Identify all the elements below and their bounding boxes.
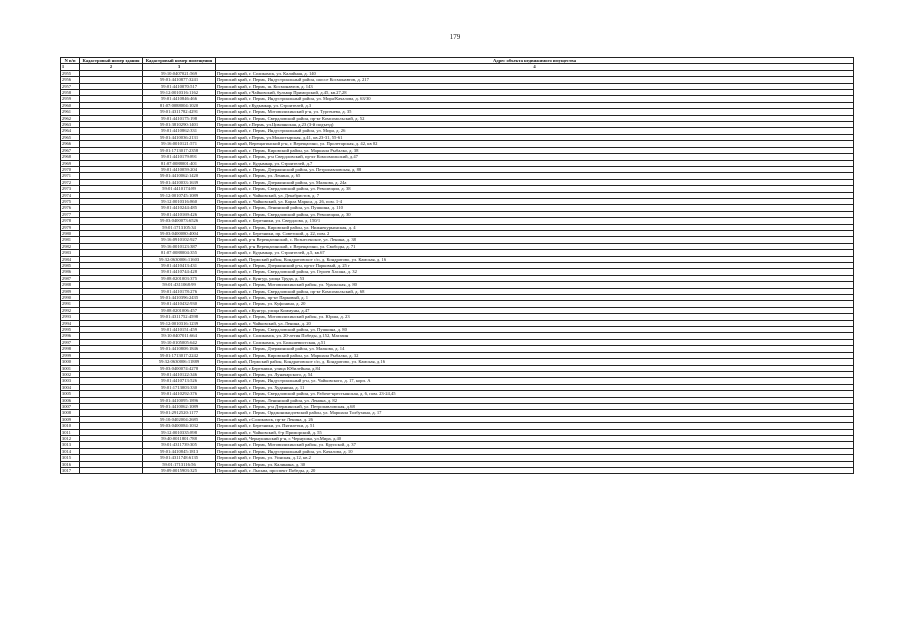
row-number-cell: 3009 — [61, 416, 80, 422]
premises-cadastral-cell: 59:12:0010335:898 — [143, 429, 216, 435]
premises-cadastral-cell: 59:01:1713003:330 — [143, 384, 216, 390]
row-number-cell: 3017 — [61, 468, 80, 474]
address-cell: Пермский край, г. Пермь, Свердловский район, ул. Революции, д. 30 — [216, 211, 854, 217]
premises-cadastral-cell: 59:01:2912520:1177 — [143, 410, 216, 416]
row-number-cell: 2955 — [61, 70, 80, 76]
header-col-number: 4 — [216, 64, 854, 70]
premises-cadastral-cell: 59:01:3810290:1401 — [143, 122, 216, 128]
premises-cadastral-cell: 59:12:0010316:1239 — [143, 320, 216, 326]
page-number: 179 — [449, 33, 461, 41]
row-number-cell: 2957 — [61, 83, 80, 89]
address-cell: Пермский край, г. Пермь, ш. Космонавтов, д. 143 — [216, 83, 854, 89]
header-address: Адрес объекта недвижимого имущества — [216, 58, 854, 64]
premises-cadastral-cell: 59:01:4410151:459 — [143, 327, 216, 333]
address-cell: Пермский край, г. Кудымкар, ул. Строителей, д.5, кв.67 — [216, 250, 854, 256]
row-number-cell: 2960 — [61, 102, 80, 108]
property-registry-table — [60, 57, 854, 474]
address-cell: Пермский край, г. Пермь, Свердловский район, ул. Героев Хасана, д. 32 — [216, 269, 854, 275]
address-cell: Пермский край, г. Пермь, Кировский район, ул. Маршала Рыбалко, д. 38 — [216, 147, 854, 153]
address-cell: Пермский край, г. Березники, ул. Пятилетки, д. 51 — [216, 423, 854, 429]
row-number-cell: 2974 — [61, 192, 80, 198]
premises-cadastral-cell: 59:01:1713105:34 — [143, 224, 216, 230]
row-number-cell: 2969 — [61, 160, 80, 166]
address-cell: Пермский край, г. Пермь, Свердловский район, пр-кт Комсомольский, д. 52 — [216, 115, 854, 121]
row-number-cell: 3010 — [61, 423, 80, 429]
row-number-cell: 2976 — [61, 205, 80, 211]
address-cell: Пермский край, г. Пермь, ул. Куфонина, д. 20 — [216, 301, 854, 307]
row-number-cell: 2983 — [61, 250, 80, 256]
premises-cadastral-cell: 59:01:4410292:376 — [143, 391, 216, 397]
premises-cadastral-cell: 59:01:4410062:1420 — [143, 173, 216, 179]
row-number-cell: 3005 — [61, 391, 80, 397]
row-number-cell: 2989 — [61, 288, 80, 294]
premises-cadastral-cell: 59:01:4410413:431 — [143, 263, 216, 269]
row-number-cell: 2972 — [61, 179, 80, 185]
address-cell: Пермский край, г. Пермь, Орджоникидзевский район, ул. Маршала Толбухина, д. 17 — [216, 410, 854, 416]
address-cell: Пермский край, Верещагинский р-н, г. Верещагино, ул. Пролетарская, д. 42, кв 02 — [216, 141, 854, 147]
address-cell: Пермский край, г. Пермь, Кировский район, ул. Нижнекурьинская, д. 4 — [216, 224, 854, 230]
address-cell: Пермский край, г.Кунгур, улица Коммуны, д.47 — [216, 307, 854, 313]
row-number-cell: 3016 — [61, 461, 80, 467]
address-cell: Пермский край, г.Пермь, ул.Монастырская, д.41, кв.23-31, 55-61 — [216, 134, 854, 140]
address-cell: Пермский край, г. Пермь, ул. Калинина, д. 30 — [216, 461, 854, 467]
address-cell: Пермский край, г.Кудымкар, ул. Строителей, д.3 — [216, 102, 854, 108]
row-number-cell: 2998 — [61, 346, 80, 352]
address-cell: Пермский край, г.Чайковский, бульвар Приморский, д.45, кв.27,28 — [216, 90, 854, 96]
row-number-cell: 3014 — [61, 448, 80, 454]
premises-cadastral-cell: 59:12:0010316:860 — [143, 198, 216, 204]
premises-cadastral-cell: 59:10:0105005:642 — [143, 339, 216, 345]
row-number-cell: 2997 — [61, 339, 80, 345]
row-number-cell: 3008 — [61, 410, 80, 416]
address-cell: Пермский край, г. Пермь, Индустриальный район, ул. Мира, д. 26 — [216, 128, 854, 134]
row-number-cell: 3006 — [61, 397, 80, 403]
premises-cadastral-cell: 59:01:4410396:2435 — [143, 295, 216, 301]
address-cell: Пермский край, г. Кудымкар, ул. Строителей, д.7 — [216, 160, 854, 166]
address-cell: Пермский край, г.Пермь, ул.Цимлянская, д.23 (3-й подъезд) — [216, 122, 854, 128]
table-body — [61, 70, 854, 474]
premises-cadastral-cell: 59:40:0011801:788 — [143, 435, 216, 441]
row-number-cell: 2965 — [61, 134, 80, 140]
address-cell: Пермский край, г. Чайковский, б-р Приморский, д. 55 — [216, 429, 854, 435]
row-number-cell: 2958 — [61, 90, 80, 96]
premises-cadastral-cell: 59:16:0010121:571 — [143, 141, 216, 147]
row-number-cell: 2967 — [61, 147, 80, 153]
address-cell: Пермский край, г. Пермь, Мотовилихинский р-н, ул. Тургенева, д. 35 — [216, 109, 854, 115]
row-number-cell: 3004 — [61, 384, 80, 390]
premises-cadastral-cell: 59:10:0407021:569 — [143, 70, 216, 76]
premises-cadastral-cell: 59:12:0010745:1089 — [143, 192, 216, 198]
address-cell: Пермский край, г. Чайковский, ул. Ленина, д. 20 — [216, 320, 854, 326]
row-number-cell: 2999 — [61, 352, 80, 358]
premises-cadastral-cell: 59:01:4410713:526 — [143, 378, 216, 384]
address-cell: Пермский край, г. Пермь, Свердловский район, ул. Революции, д. 38 — [216, 186, 854, 192]
row-number-cell: 2971 — [61, 173, 80, 179]
premises-cadastral-cell: 59:03:0400080:4004 — [143, 230, 216, 236]
premises-cadastral-cell: 59:10:0402004:2685 — [143, 416, 216, 422]
premises-cadastral-cell: 59:01:4410062:1089 — [143, 403, 216, 409]
premises-cadastral-cell: 59:32:0630006:11889 — [143, 359, 216, 365]
row-number-cell: 2964 — [61, 128, 80, 134]
premises-cadastral-cell: 59:01:4410175:198 — [143, 115, 216, 121]
premises-cadastral-cell: 59:01:4410877:3241 — [143, 77, 216, 83]
premises-cadastral-cell: 59:09:0015903:325 — [143, 468, 216, 474]
row-number-cell: 2959 — [61, 96, 80, 102]
premises-cadastral-cell: 59:01:4410169:426 — [143, 211, 216, 217]
address-cell: Пермский край, г. Лысьва, проспект Победы, д. 20 — [216, 468, 854, 474]
premises-cadastral-cell: 59:01:4311739:305 — [143, 442, 216, 448]
premises-cadastral-cell: 59:01:4311752:4598 — [143, 314, 216, 320]
premises-cadastral-cell: 59:01:4410179:891 — [143, 154, 216, 160]
row-number-cell: 2993 — [61, 314, 80, 320]
address-cell: Пермский край, г. Пермь, пр-кт Парковый, д. 1 — [216, 295, 854, 301]
address-cell: Пермский край, г. Пермь, Ленинский район, ул. Пушкина, д. 110 — [216, 205, 854, 211]
address-cell: Пермский край, г. Пермь, Мотовилихинский район, ул. Уральская, д. 80 — [216, 282, 854, 288]
row-number-cell: 2991 — [61, 301, 80, 307]
row-number-cell: 2982 — [61, 243, 80, 249]
row-number-cell: 3013 — [61, 442, 80, 448]
row-number-cell: 2961 — [61, 109, 80, 115]
row-number-cell: 2990 — [61, 295, 80, 301]
address-cell: Пермский край, г. Пермь, р-н Дзержинский, ул. Петропавловская, д.68 — [216, 403, 854, 409]
premises-cadastral-cell: 59:01:1713017:2242 — [143, 352, 216, 358]
row-number-cell: 3015 — [61, 455, 80, 461]
row-number-cell: 2987 — [61, 275, 80, 281]
address-cell: Пермский край, г. Пермь, Мотовилихинский район, ул. Юрша, д. 23 — [216, 314, 854, 320]
row-number-cell: 2968 — [61, 154, 80, 160]
address-cell: Пермский край, г. Пермь, Индустриальный район, ул. Качалова, д. 10 — [216, 448, 854, 454]
row-number-cell: 2985 — [61, 263, 80, 269]
premises-cadastral-cell: 59:08:0201003:375 — [143, 275, 216, 281]
address-cell: Пермский край, г. Пермь, ул. Ленина, д. 65 — [216, 173, 854, 179]
premises-cadastral-cell: 59:01:4410432:930 — [143, 301, 216, 307]
row-number-cell: 2979 — [61, 224, 80, 230]
header-premises-cadastral: Кадастровый номер помещения — [143, 58, 216, 64]
address-cell: Пермский край, г. Пермь, ул. Худанина, д. 11 — [216, 384, 854, 390]
premises-cadastral-cell: 59:32:0630006:11603 — [143, 256, 216, 262]
row-number-cell: 2966 — [61, 141, 80, 147]
premises-cadastral-cell: 59:01:4410244:485 — [143, 205, 216, 211]
premises-cadastral-cell: 59:01:4410846:466 — [143, 96, 216, 102]
address-cell: Пермский край, Пермский район, Кондратовское с/п, д. Кондратово, ул. Камская, д. 16 — [216, 256, 854, 262]
row-number-cell: 2994 — [61, 320, 80, 326]
address-cell: Пермский край, г. Кунгур, улица Труда, д. 53 — [216, 275, 854, 281]
premises-cadastral-cell: 59:08:0201006:457 — [143, 307, 216, 313]
premises-cadastral-cell: 59:03:0400084:1032 — [143, 423, 216, 429]
premises-cadastral-cell: 59:01:4410122:346 — [143, 371, 216, 377]
address-cell: Пермский край, г.Соликамск, пр-кт Ленина, д. 26 — [216, 416, 854, 422]
address-cell: Пермский край, г. Пермь, Индустриальный р-н, ул. Чайковского, д. 17, корп. А — [216, 378, 854, 384]
premises-cadastral-cell: 59:01:4410862:331 — [143, 128, 216, 134]
address-cell: Пермский край, г. Пермь, Дзержинский район, ул. Малкова, д. 14 — [216, 346, 854, 352]
premises-cadastral-cell: 59:03:0400073:6526 — [143, 218, 216, 224]
row-number-cell: 2995 — [61, 327, 80, 333]
address-cell: Пермский край, г. Пермь, Дзержинский район, ул. Малкова, д. 24а — [216, 179, 854, 185]
address-cell: Пермский край, г. Пермь, Дзержинский район, ул. Петропавловская, д. 88 — [216, 166, 854, 172]
premises-cadastral-cell: 59:10:0407011:664 — [143, 333, 216, 339]
premises-cadastral-cell: 59:01:4410174:89 — [143, 186, 216, 192]
row-number-cell: 2975 — [61, 198, 80, 204]
premises-cadastral-cell: 59:12:0010316:1162 — [143, 90, 216, 96]
address-cell: Пермский край, г. Пермь, Индустриальный район, шоссе Космонавтов, д. 217 — [216, 77, 854, 83]
row-number-cell: 3012 — [61, 435, 80, 441]
premises-cadastral-cell: 59:16:0010123:387 — [143, 243, 216, 249]
premises-cadastral-cell: 81:07:0088001:401 — [143, 160, 216, 166]
address-cell: Пермский край, г. Чайковский, ул. Карла Маркса, д. 26, пом. 1-4 — [216, 198, 854, 204]
row-number-cell: 3011 — [61, 429, 80, 435]
premises-cadastral-cell: 81:07:0088004:355 — [143, 250, 216, 256]
premises-cadastral-cell: 59:01:4311748:6135 — [143, 455, 216, 461]
address-cell: Пермский край, г. Соликамск, ул. Большевистская, д.51 — [216, 339, 854, 345]
row-number-cell: 3003 — [61, 378, 80, 384]
row-number-cell: 2963 — [61, 122, 80, 128]
row-number-cell: 3001 — [61, 365, 80, 371]
header-col-number: 3 — [143, 64, 216, 70]
address-cell: Пермский край, г. Пермь, Дзержинский р-н, пр-кт Парковый, д. 25 г — [216, 263, 854, 269]
premises-cadastral-cell: 59:01:1713017:2358 — [143, 147, 216, 153]
building-cadastral-cell — [80, 468, 143, 474]
address-cell: Пермский край, г. Чайковский, ул. Декабристов, д. 7 — [216, 192, 854, 198]
address-cell: Пермский край, г. Пермь, р-н Свердловский, пр-кт Комсомольский, д.47 — [216, 154, 854, 160]
address-cell: Пермский край, г. Пермь, Свердловский район, пр-кт Комсомольский, д. 68 — [216, 288, 854, 294]
premises-cadastral-cell: 59:01:1713116:56 — [143, 461, 216, 467]
premises-cadastral-cell: 59:01:4410036:2131 — [143, 134, 216, 140]
premises-cadastral-cell: 59:01:4410808:1846 — [143, 346, 216, 352]
premises-cadastral-cell: 59:01:4410845:1813 — [143, 448, 216, 454]
row-number-cell: 2986 — [61, 269, 80, 275]
row-number-cell: 2992 — [61, 307, 80, 313]
address-cell: Пермский край, г. Пермь, Мотовилихинский район, ул. Крупской, д. 37 — [216, 442, 854, 448]
table-row — [61, 468, 854, 474]
address-cell: Пермский край, г. Соликамск, ул. 20-летия Победы, д.152, Магазин — [216, 333, 854, 339]
row-number-cell: 3000 — [61, 359, 80, 365]
address-cell: Пермский край, Пермский район, Кондратовское с/п, д. Кондратово, ул. Камская, д.16 — [216, 359, 854, 365]
address-cell: Пермский край, г. Пермь, Индустриальный район, ул. Мира/Качалова, д. 63/30 — [216, 96, 854, 102]
premises-cadastral-cell: 59:16:0910102:927 — [143, 237, 216, 243]
row-number-cell: 2988 — [61, 282, 80, 288]
address-cell: Пермский край, г. Пермь, ул. Луначарского, д. 54 — [216, 371, 854, 377]
row-number-cell: 2973 — [61, 186, 80, 192]
address-cell: Пермский край, г. Пермь, ул. Уинская, д.12, кв.2 — [216, 455, 854, 461]
premises-cadastral-cell: 81:07:0088004:1020 — [143, 102, 216, 108]
row-number-cell: 3002 — [61, 371, 80, 377]
row-number-cell: 2980 — [61, 230, 80, 236]
premises-cadastral-cell: 59:01:4311068:99 — [143, 282, 216, 288]
row-number-cell: 2981 — [61, 237, 80, 243]
header-col-number: 2 — [80, 64, 143, 70]
premises-cadastral-cell: 59:01:4410744:428 — [143, 269, 216, 275]
premises-cadastral-cell: 59:01:4410070:517 — [143, 83, 216, 89]
row-number-cell: 2956 — [61, 77, 80, 83]
row-number-cell: 2970 — [61, 166, 80, 172]
address-cell: Пермский край, р-н Верещагинский, г. Верещагино, ул. Свободы, д. 71 — [216, 243, 854, 249]
premises-cadastral-cell: 59:01:4410178:276 — [143, 288, 216, 294]
premises-cadastral-cell: 59:03:0400074:4278 — [143, 365, 216, 371]
row-number-cell: 2984 — [61, 256, 80, 262]
premises-cadastral-cell: 59:01:4410095:1896 — [143, 397, 216, 403]
address-cell: Пермский край, г. Березники, ул. Свердлова, д. 150/1 — [216, 218, 854, 224]
address-cell: Пермский край, р-н Верещагинский, с. Вознесенское, ул. Ленина, д. 38 — [216, 237, 854, 243]
premises-cadastral-cell: 59:01:4410059:204 — [143, 166, 216, 172]
address-cell: Пермский край, Чернушинский р-н, г. Чернушка, ул.Мира, д.40 — [216, 435, 854, 441]
row-number-cell: 2962 — [61, 115, 80, 121]
address-cell: Пермский край, г. Пермь, Ленинский район, ул. Ленина, д. 82 — [216, 397, 854, 403]
row-number-cell: 2996 — [61, 333, 80, 339]
address-cell: Пермский край, г.Березники, улица Юбилейная, д.84 — [216, 365, 854, 371]
premises-cadastral-cell: 59:01:4311782:4291 — [143, 109, 216, 115]
header-building-cadastral: Кадастровый номер здания — [80, 58, 143, 64]
row-number-cell: 3007 — [61, 403, 80, 409]
address-cell: Пермский край, г. Пермь, Свердловский район, ул. Рабоче-крестьянская, д. 6, пом. 23-24,45 — [216, 391, 854, 397]
address-cell: Пермский край, г. Березники, пр. Советский, д. 22, пом. 2 — [216, 230, 854, 236]
header-num: N п/п — [61, 58, 80, 64]
row-number-cell: 2978 — [61, 218, 80, 224]
address-cell: Пермский край, г. Соликамск, ул. Калийная, д. 140 — [216, 70, 854, 76]
premises-cadastral-cell: 59:01:4410033:1639 — [143, 179, 216, 185]
row-number-cell: 2977 — [61, 211, 80, 217]
header-col-number: 1 — [61, 64, 80, 70]
address-cell: Пермский край, г. Пермь, Свердловский район, ул. Пушкина, д. 80 — [216, 327, 854, 333]
address-cell: Пермский край, г. Пермь, Кировский район, ул. Маршала Рыбалко, д. 32 — [216, 352, 854, 358]
